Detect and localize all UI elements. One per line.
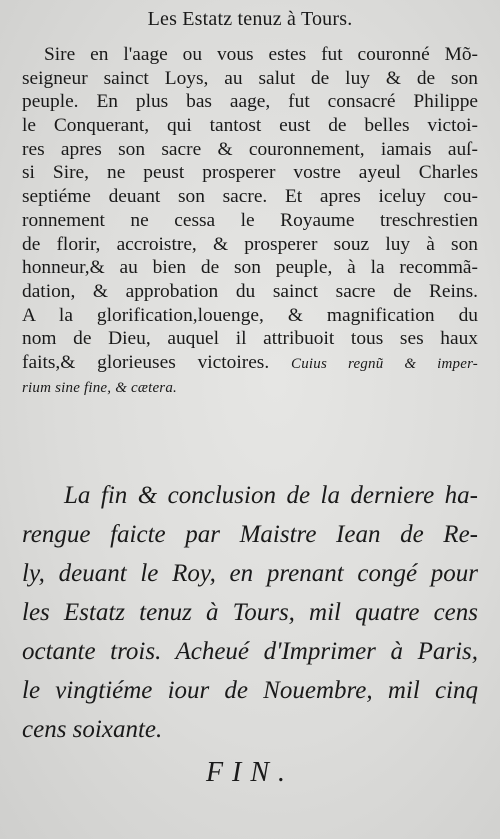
- body-line-12: A la glorification,louenge, & magnification du: [22, 304, 478, 326]
- body-line-11: dation, & approbation du sainct sacre de Reins.: [22, 280, 478, 302]
- running-head: Les Estatz tenuz à Tours.: [147, 8, 353, 30]
- latin-phrase: Cuius regnũ & imper-: [291, 355, 479, 372]
- latin-phrase-end: rium sine fine, & cætera.: [22, 379, 177, 396]
- body-line-10: honneur,& au bien de son peuple, à la recommã-: [22, 257, 478, 279]
- body-line-2: seigneur sainct Loys, au salut de luy & de son: [22, 67, 478, 89]
- colophon-line-4: les Estatz tenuz à Tours, mil quatre cens: [22, 599, 478, 626]
- colophon-line-7: cens soixante.: [22, 716, 163, 743]
- colophon-line-3: ly, deuant le Roy, en prenant congé pour: [22, 560, 478, 587]
- colophon: [22, 476, 478, 749]
- colophon-line-5: octante trois. Acheué d'Imprimer à Paris,: [22, 638, 478, 665]
- body-line-14-roman: faits,& glorieuses victoires.: [22, 351, 270, 373]
- colophon-line-1: La fin & conclusion de la derniere ha-: [64, 482, 478, 509]
- body-line-8: ronnement ne cessa le Royaume treschrestien: [22, 209, 478, 231]
- body-line-7: septiéme deuant son sacre. Et apres iceluy cou-: [22, 186, 478, 208]
- fin-mark: FIN.: [205, 757, 295, 788]
- body-paragraph: [22, 43, 478, 398]
- body-line-6: si Sire, ne peust prosperer vostre ayeul Charles: [22, 162, 478, 184]
- body-line-15: [22, 375, 478, 399]
- body-line-13: nom de Dieu, auquel il attribuoit tous ses haux: [22, 328, 478, 350]
- body-line-9: de florir, accroistre, & prosperer souz luy à son: [22, 233, 478, 255]
- body-line-3: peuple. En plus bas aage, fut consacré Philippe: [22, 91, 478, 113]
- colophon-line-2: rengue faicte par Maistre Iean de Re-: [22, 521, 478, 548]
- body-line-1: Sire en l'aage ou vous estes fut couronné Mõ-: [44, 44, 478, 65]
- body-line-14: [22, 351, 478, 375]
- body-line-5: res apres son sacre & couronnement, iamais auſ-: [22, 138, 478, 160]
- colophon-line-6: le vingtiéme iour de Nouembre, mil cinq: [22, 677, 478, 704]
- body-line-4: le Conquerant, qui tantost eust de belles victoi-: [22, 115, 478, 137]
